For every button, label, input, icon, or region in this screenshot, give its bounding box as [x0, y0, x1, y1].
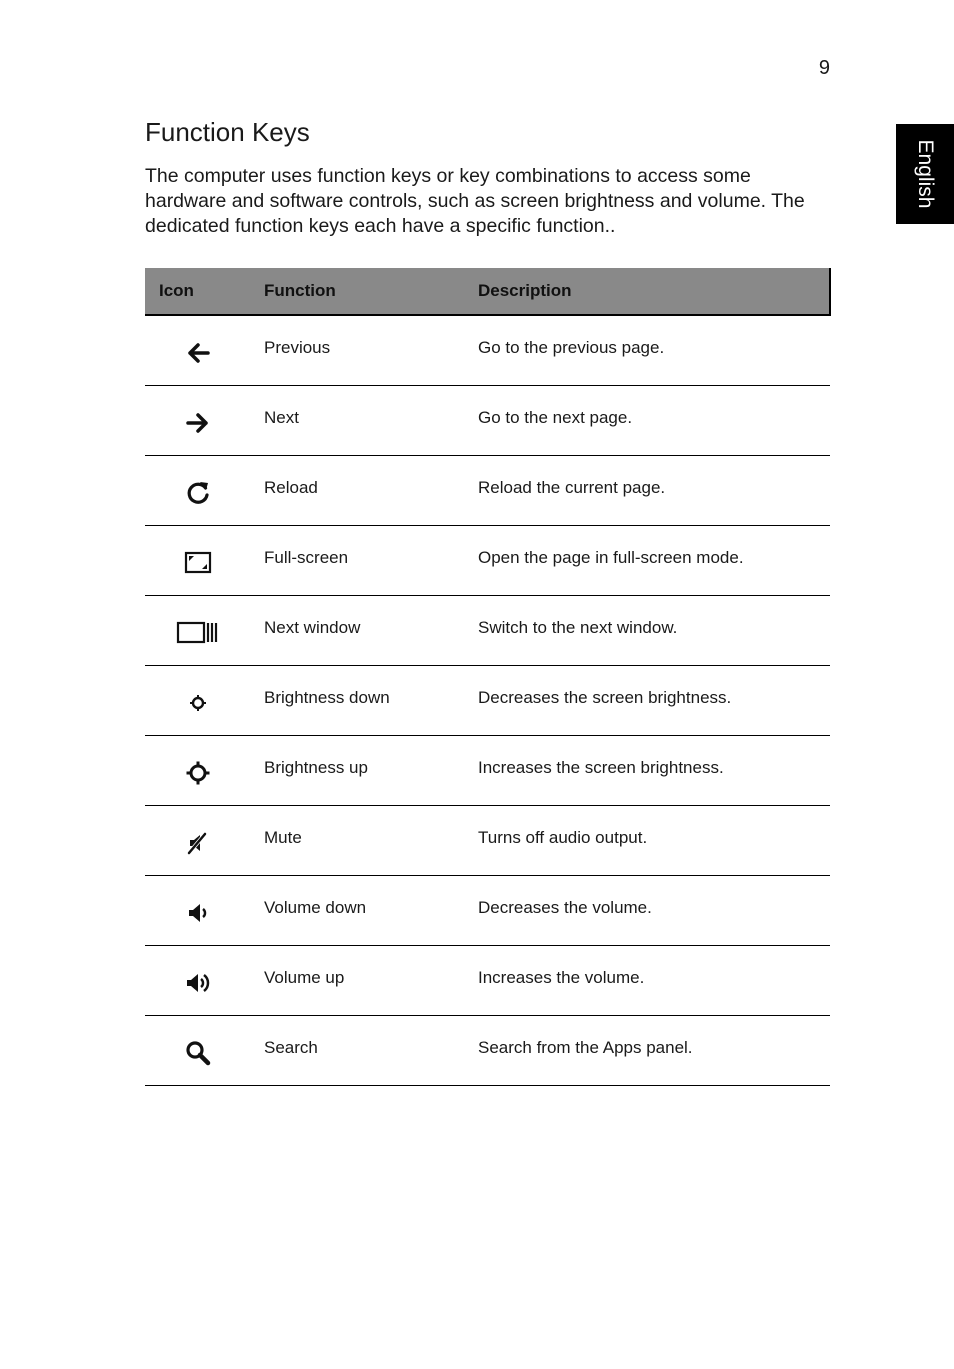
function-name: Search	[250, 1016, 464, 1086]
language-tab-label: English	[914, 139, 937, 209]
function-name: Brightness up	[250, 736, 464, 806]
page-title: Function Keys	[145, 117, 310, 147]
function-description: Reload the current page.	[464, 456, 830, 526]
function-description: Decreases the volume.	[464, 876, 830, 946]
icon-cell	[145, 386, 250, 456]
function-description: Go to the previous page.	[464, 315, 830, 386]
function-name: Next window	[250, 596, 464, 666]
icon-cell	[145, 456, 250, 526]
table-row	[145, 806, 830, 876]
next-window-icon	[176, 619, 220, 647]
function-name: Mute	[250, 806, 464, 876]
function-description: Decreases the screen brightness.	[464, 666, 830, 736]
icon-cell	[145, 736, 250, 806]
function-name: Previous	[250, 315, 464, 386]
function-description: Search from the Apps panel.	[464, 1016, 830, 1086]
function-name: Reload	[250, 456, 464, 526]
reload-icon	[183, 478, 213, 508]
table-row	[145, 526, 830, 596]
function-name: Volume down	[250, 876, 464, 946]
function-keys-table	[145, 268, 831, 1086]
icon-cell	[145, 946, 250, 1016]
icon-cell	[145, 806, 250, 876]
function-name: Volume up	[250, 946, 464, 1016]
volume-down-icon	[183, 898, 213, 928]
table-row	[145, 386, 830, 456]
function-description: Switch to the next window.	[464, 596, 830, 666]
header-description: Description	[464, 268, 830, 315]
brightness-down-icon	[183, 688, 213, 718]
function-description: Increases the screen brightness.	[464, 736, 830, 806]
icon-cell	[145, 596, 250, 666]
function-name: Full-screen	[250, 526, 464, 596]
function-name: Brightness down	[250, 666, 464, 736]
table-row	[145, 666, 830, 736]
fullscreen-icon	[183, 548, 213, 578]
volume-up-icon	[183, 968, 213, 998]
icon-cell	[145, 876, 250, 946]
function-name: Next	[250, 386, 464, 456]
function-description: Increases the volume.	[464, 946, 830, 1016]
brightness-up-icon	[183, 758, 213, 788]
language-tab	[896, 124, 954, 224]
function-description: Turns off audio output.	[464, 806, 830, 876]
function-description: Go to the next page.	[464, 386, 830, 456]
table-row	[145, 596, 830, 666]
table-header-row	[145, 268, 830, 315]
table-row	[145, 946, 830, 1016]
table-row	[145, 876, 830, 946]
intro-paragraph: The computer uses function keys or key combinations to access some hardware and software controls, such as screen brightness and volume. The dedicated function keys each have a specific function..	[145, 165, 805, 237]
icon-cell	[145, 1016, 250, 1086]
back-arrow-icon	[183, 338, 213, 368]
table-row	[145, 315, 830, 386]
page-number: 9	[818, 57, 830, 79]
icon-cell	[145, 526, 250, 596]
table-row	[145, 1016, 830, 1086]
mute-icon	[183, 828, 213, 858]
icon-cell	[145, 315, 250, 386]
header-icon: Icon	[145, 268, 250, 315]
table-row	[145, 736, 830, 806]
header-function: Function	[250, 268, 464, 315]
search-icon	[183, 1038, 213, 1068]
function-description: Open the page in full-screen mode.	[464, 526, 830, 596]
icon-cell	[145, 666, 250, 736]
table-row	[145, 456, 830, 526]
forward-arrow-icon	[183, 408, 213, 438]
